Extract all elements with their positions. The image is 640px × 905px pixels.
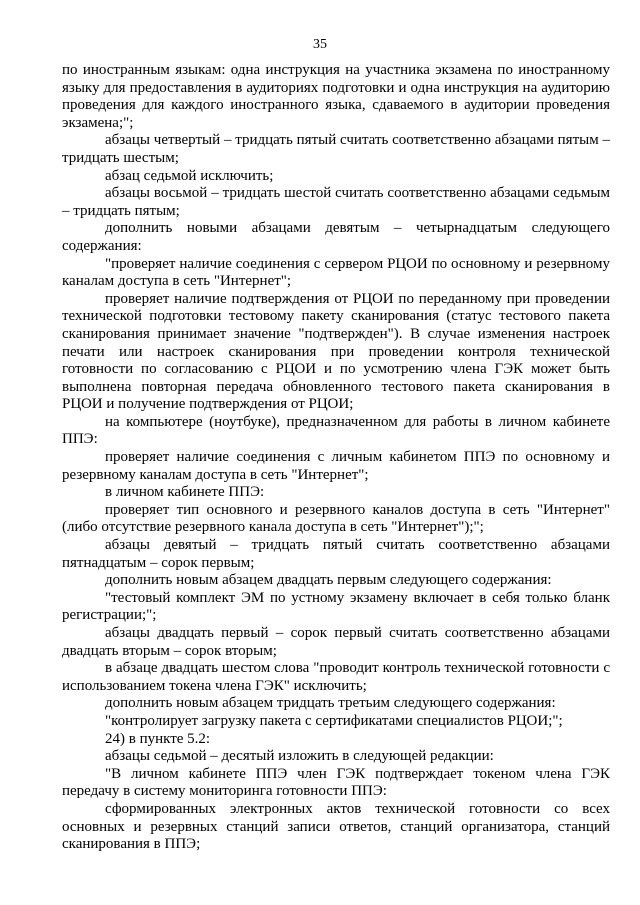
- paragraph: дополнить новым абзацем двадцать первым следующего содержания:: [105, 572, 552, 589]
- paragraph: "проверяет наличие соединения с сервером РЦОИ по основному и резервному каналам доступа в сеть "Интернет";: [62, 255, 610, 290]
- paragraph: "тестовый комплект ЭМ по устному экзамену включает в себя только бланк регистрации;";: [62, 589, 610, 624]
- paragraph: дополнить новыми абзацами девятым – четырнадцатым следующего содержания:: [62, 220, 610, 254]
- document-body: [62, 62, 610, 854]
- paragraph: проверяет наличие соединения с личным кабинетом ППЭ по основному и резервному каналам доступа в сеть "Интернет";: [62, 449, 610, 483]
- paragraph: 24) в пункте 5.2:: [105, 730, 211, 747]
- paragraph: абзацы седьмой – десятый изложить в следующей редакции:: [105, 748, 494, 765]
- paragraph: абзац седьмой исключить;: [105, 167, 274, 184]
- paragraph: проверяет тип основного и резервного каналов доступа в сеть "Интернет" (либо отсутствие резервного канала доступа в сеть "Интернет");";: [62, 501, 610, 536]
- paragraph: абзацы девятый – тридцать пятый считать соответственно абзацами пятнадцатым – сорок первым;: [62, 537, 610, 571]
- paragraph: абзацы четвертый – тридцать пятый считать соответственно абзацами пятым – тридцать шестым;: [62, 132, 610, 166]
- paragraph: сформированных электронных актов технической готовности со всех основных и резервных станций записи ответов, станций организатора, станций сканирования в ППЭ;: [62, 800, 610, 853]
- paragraph: "В личном кабинете ППЭ член ГЭК подтверждает токеном члена ГЭК передачу в систему мониторинга готовности ППЭ:: [62, 765, 610, 800]
- paragraph: "контролирует загрузку пакета с сертификатами специалистов РЦОИ;";: [105, 712, 563, 729]
- paragraph: проверяет наличие подтверждения от РЦОИ по переданному при проведении технической подготовки тестовому пакету сканирования (статус тестового пакета сканирования принимает значение "подтвержден"). В случае изменения настроек печати или настроек сканирования при проведении контроля технической готовности по согласованию с РЦОИ и по усмотрению члена ГЭК может быть выполнена повторная передача обновленного тестового пакета сканирования в РЦОИ и получение подтверждения от РЦОИ;: [62, 290, 610, 413]
- paragraph: по иностранным языкам: одна инструкция на участника экзамена по иностранному языку для предоставления в аудиториях подготовки и одна инструкция на аудиторию проведения для каждого иностранного языка, сдаваемого в аудитории проведения экзамена;";: [62, 62, 610, 131]
- page-number: 35: [313, 37, 327, 52]
- paragraph: дополнить новым абзацем тридцать третьим следующего содержания:: [105, 695, 556, 712]
- paragraph: на компьютере (ноутбуке), предназначенном для работы в личном кабинете ППЭ:: [62, 413, 610, 448]
- paragraph: в абзаце двадцать шестом слова "проводит контроль технической готовности с использованием токена члена ГЭК" исключить;: [62, 660, 610, 694]
- paragraph: абзацы восьмой – тридцать шестой считать соответственно абзацами седьмым – тридцать пятым;: [62, 185, 610, 219]
- paragraph: в личном кабинете ППЭ:: [105, 484, 265, 501]
- paragraph: абзацы двадцать первый – сорок первый считать соответственно абзацами двадцать вторым – сорок вторым;: [62, 625, 610, 659]
